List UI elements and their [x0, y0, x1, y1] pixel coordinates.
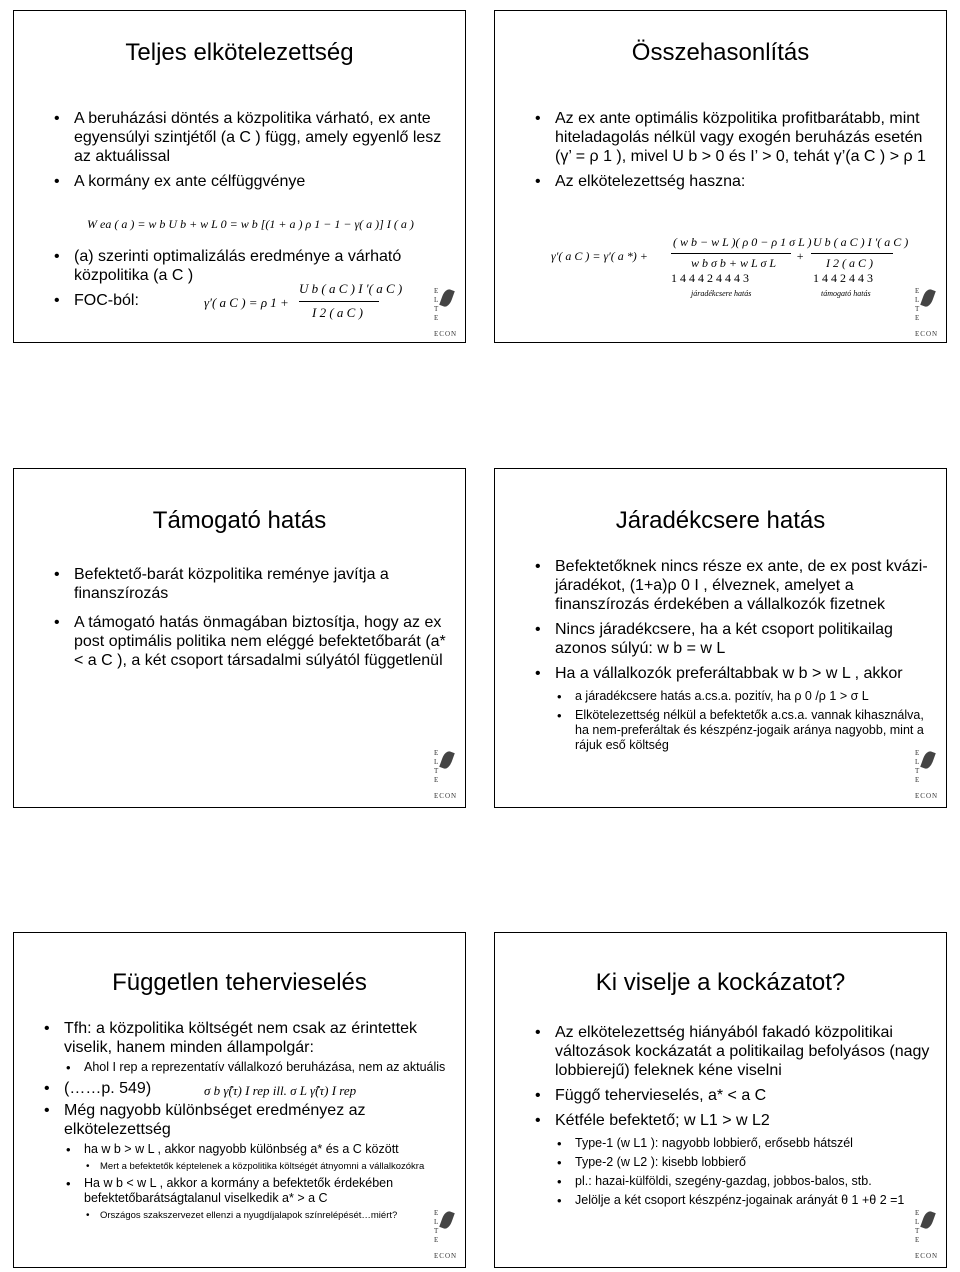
sub-bullet: • a járadékcsere hatás a.cs.a. pozitív, ha ρ 0 /ρ 1 > σ L: [535, 689, 940, 704]
logo-letters: E L T E: [915, 749, 920, 784]
fraction-line: [299, 301, 379, 302]
leaf-icon: [439, 288, 455, 308]
formula-left: γ′( a C ) = γ′( a *) +: [551, 249, 648, 263]
formula-numerator-2: U b ( a C ) I ′( a C ): [813, 235, 909, 249]
bullet: • Az elkötelezettség haszna:: [535, 172, 940, 191]
cost-sharing-formula: σ b γ̂(τ) I rep ill. σ L γ̂(τ) I rep: [204, 1083, 357, 1098]
formula-numerator-1: ( w b − w L )( ρ 0 − ρ 1 σ L ): [673, 235, 812, 249]
logo-letters: E L T E: [915, 1209, 920, 1244]
slide-title: Teljes elkötelezettség: [125, 39, 354, 66]
bullet: • Függő tehervieselés, a* < a C: [535, 1086, 940, 1105]
brace-1: 1 4 4 4 2 4 4 4 3: [671, 271, 749, 285]
plus-sign: +: [796, 249, 805, 263]
logo-econ: ECON: [434, 330, 458, 338]
sub-bullet: • Ha w b < w L , akkor a kormány a befektetők érdekében befektetőbarátságtalanul viselkedik a* > a C: [44, 1176, 454, 1206]
bullet: • FOC-ból:: [54, 291, 454, 310]
slide-osszehasonlitas: [494, 10, 947, 343]
bullet: • Az elkötelezettség hiányából fakadó közpolitikai változások kockázatát a politikailag befolyásos (nagy lobbierejű) feleknek kéne viselni: [535, 1023, 940, 1080]
sub-bullet: • Jelölje a két csoport készpénz-jogainak arányát θ 1 +θ 2 =1: [535, 1193, 940, 1208]
label-jaradekcsere: járadékcsere hatás: [691, 289, 752, 298]
logo-econ: ECON: [434, 1252, 458, 1260]
leaf-icon: [920, 750, 936, 770]
slide-title: Támogató hatás: [152, 507, 327, 534]
slide-jaradekcsere-hatas: [494, 468, 947, 808]
sub-bullet: • pl.: hazai-külföldi, szegény-gazdag, jobbos-balos, stb.: [535, 1174, 940, 1189]
bullet: • (……p. 549): [44, 1079, 454, 1098]
bullet: • Még nagyobb különbséget eredményez az elkötelezettség: [44, 1101, 454, 1139]
bullet: • Tfh: a közpolitika költségét nem csak az érintettek viselik, hanem minden állampolgár:: [44, 1019, 454, 1057]
slide-tamogato-hatas: [13, 468, 466, 808]
logo-letters: E L T E: [434, 749, 439, 784]
formula-denominator-1: w b σ b + w L σ L: [691, 256, 777, 270]
logo-econ: ECON: [915, 330, 939, 338]
leaf-icon: [920, 288, 936, 308]
logo-letters: E L T E: [434, 1209, 439, 1244]
brace-2: 1 4 4 2 4 4 3: [813, 271, 873, 285]
bullet: • A kormány ex ante célfüggvénye: [54, 172, 454, 191]
fraction-line: [671, 253, 791, 254]
commitment-benefit-formula: [551, 235, 941, 315]
leaf-icon: [920, 1210, 936, 1230]
bullet: • A támogató hatás önmagában biztosítja, hogy az ex post optimális politika nem eléggé befektetőbarát (a* < a C ), a két csoport társadalmi súlyától függetlenül: [54, 613, 454, 670]
foc-formula-denominator: I 2 ( a C ): [312, 305, 363, 320]
bullet: • Ha a vállalkozók preferáltabbak w b > w L , akkor: [535, 664, 940, 683]
slide-title: Független tehervieselés: [112, 969, 367, 996]
logo-letters: E L T E: [915, 287, 920, 322]
bullet: • Befektető-barát közpolitika reménye javítja a finanszírozás: [54, 565, 454, 603]
foc-formula-left: γ′( a C ) = ρ 1 +: [204, 295, 289, 310]
slide-title: Ki viselje a kockázatot?: [595, 969, 846, 996]
slide-ki-viselje-a-kockazatot: [494, 932, 947, 1268]
elte-econ-logo: [915, 1205, 937, 1261]
elte-econ-logo: [434, 283, 456, 339]
objective-function-formula: W ea ( a ) = w b U b + w L 0 = w b [(1 + a ) ρ 1 − 1 − γ( a )] I ( a ): [87, 217, 414, 231]
sub-sub-bullet: • Országos szakszervezet ellenzi a nyugdíjalapok színrelépését…miért?: [44, 1210, 454, 1222]
leaf-icon: [439, 1210, 455, 1230]
slide-teljes-elkotelezettseg: [13, 10, 466, 343]
bullet: • A beruházási döntés a közpolitika várható, ex ante egyensúlyi szintjétől (a C ) függ, amely egyenlő lesz az aktuálissal: [54, 109, 454, 166]
leaf-icon: [439, 750, 455, 770]
slide-title: Járadékcsere hatás: [615, 507, 826, 534]
label-tamogato: támogató hatás: [821, 289, 871, 298]
logo-letters: E L T E: [434, 287, 439, 322]
bullet: • Kétféle befektető; w L1 > w L2: [535, 1111, 940, 1130]
bullet: • Befektetőknek nincs része ex ante, de ex post kvázi-járadékot, (1+a)ρ 0 I , élveznek, amelyet a finanszírozás érdekében a vállalkozók fizetnek: [535, 557, 940, 614]
sub-bullet: • Ahol I rep a reprezentatív vállalkozó beruházása, nem az aktuális: [44, 1060, 454, 1075]
elte-econ-logo: [434, 745, 456, 801]
elte-econ-logo: [915, 745, 937, 801]
sub-bullet: • Type-2 (w L2 ): kisebb lobbierő: [535, 1155, 940, 1170]
bullet: • (a) szerinti optimalizálás eredménye a várható közpolitika (a C ): [54, 247, 454, 285]
slide-title: Összehasonlítás: [631, 39, 810, 66]
elte-econ-logo: [915, 283, 937, 339]
sub-sub-bullet: • Mert a befektetők képtelenek a közpolitika költségét átnyomni a vállalkozókra: [44, 1161, 454, 1173]
foc-formula-numerator: U b ( a C ) I ′( a C ): [299, 281, 403, 296]
bullet: • Nincs járadékcsere, ha a két csoport politikailag azonos súlyú: w b = w L: [535, 620, 940, 658]
slide-fuggetlen-teherviseles: [13, 932, 466, 1268]
formula-denominator-2: I 2 ( a C ): [826, 256, 873, 270]
logo-econ: ECON: [915, 792, 939, 800]
fraction-line: [811, 253, 893, 254]
sub-bullet: • Type-1 (w L1 ): nagyobb lobbierő, erősebb hátszél: [535, 1136, 940, 1151]
elte-econ-logo: [434, 1205, 456, 1261]
logo-econ: ECON: [434, 792, 458, 800]
bullet: • Az ex ante optimális közpolitika profitbarátabb, mint hiteladagolás nélkül vagy exogén beruházás esetén (γ’ = ρ 1 ), mivel U b > 0 és I’ > 0, tehát γ’(a C ) > ρ 1: [535, 109, 940, 166]
sub-bullet: • ha w b > w L , akkor nagyobb különbség a* és a C között: [44, 1142, 454, 1157]
sub-bullet: • Elkötelezettség nélkül a befektetők a.cs.a. vannak kihasználva, ha nem-preferáltak és készpénz-jogaik aránya nagyobb, mint a rájuk eső költség: [535, 708, 940, 753]
logo-econ: ECON: [915, 1252, 939, 1260]
